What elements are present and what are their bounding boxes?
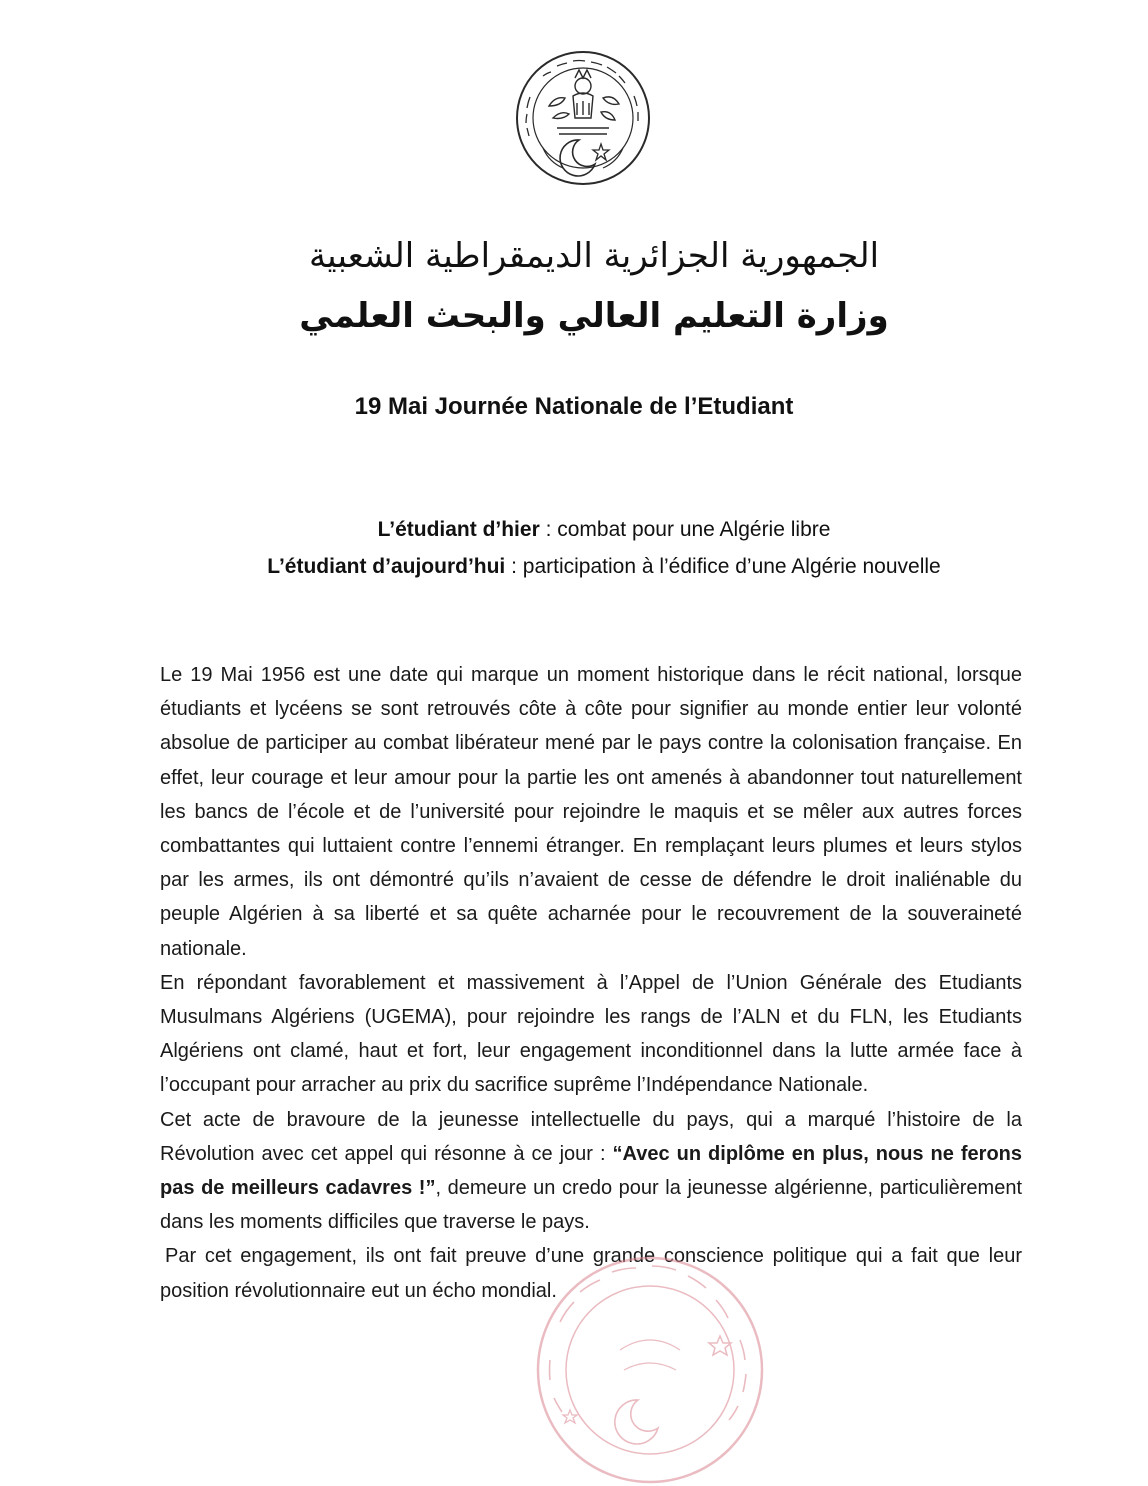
paragraph-4: Par cet engagement, ils ont fait preuve d’une grande conscience politique qui a fait que leur position révolutionnaire eut un écho mondial.: [160, 1245, 1022, 1302]
ministry-stamp-icon: [520, 1230, 780, 1486]
paragraph-2: En répondant favorablement et massivement à l’Appel de l’Union Générale des Etudiants Musulmans Algériens (UGEMA), pour rejoindre les rangs de l’ALN et du FLN, les Etudiants Algériens ont clamé, haut et fort, leur engagement inconditionnel dans la lutte armée face à l’occupant pour arracher au prix du sacrifice suprême l’Indépendance Nationale.: [160, 971, 1022, 1097]
body-text: [160, 658, 1022, 1308]
arabic-ministry-name: وزارة التعليم العالي والبحث العلمي: [299, 296, 889, 336]
paragraph-1: Le 19 Mai 1956 est une date qui marque un moment historique dans le récit national, lorsque étudiants et lycéens se sont retrouvés côte à côte pour signifier au monde entier leur volonté absolue de participer au combat libérateur mené par le pays contre la colonisation française. En effet, leur courage et leur amour pour la partie les ont amenés à abandonner tout naturellement les bancs de l’école et de l’université pour rejoindre le maquis et se mêler aux autres forces combattantes qui luttaient contre l’ennemi étranger. En remplaçant leurs plumes et leurs stylos par les armes, ils ont démontré qu’ils n’avaient de cesse de défendre le droit inaliénable du peuple Algérien à sa liberté et sa quête acharnée pour le recouvrement de la souveraineté nationale.: [160, 664, 1022, 960]
arabic-republic-name: الجمهورية الجزائرية الديمقراطية الشعبية: [308, 236, 880, 276]
subtitle-line-2: [30, 555, 1148, 579]
subtitle-line-2-bold: L’étudiant d’aujourd’hui: [267, 555, 506, 578]
paragraph-3: [160, 1103, 1022, 1240]
subtitle-line-1-rest: : combat pour une Algérie libre: [539, 518, 831, 541]
subtitle-line-1-bold: L’étudiant d’hier: [377, 518, 540, 541]
paragraph-3-before: Cet acte de bravoure de la jeunesse intellectuelle du pays, qui a marqué l’histoire de la Révolution avec cet appel qui résonne à ce jour :: [160, 1108, 1022, 1165]
document-title: 19 Mai Journée Nationale de l’Etudiant: [354, 393, 794, 420]
subtitle-line-2-rest: : participation à l’édifice d’une Algérie nouvelle: [505, 555, 941, 578]
national-emblem-icon: [513, 48, 653, 188]
subtitle-line-1: [30, 518, 1148, 542]
paragraph-3-quote: “Avec un diplôme en plus, nous ne ferons pas de meilleurs cadavres !”: [160, 1142, 1023, 1200]
paragraph-3-after: , demeure un credo pour la jeunesse algérienne, particulièrement dans les moments difficiles que traverse le pays.: [160, 1177, 1023, 1234]
